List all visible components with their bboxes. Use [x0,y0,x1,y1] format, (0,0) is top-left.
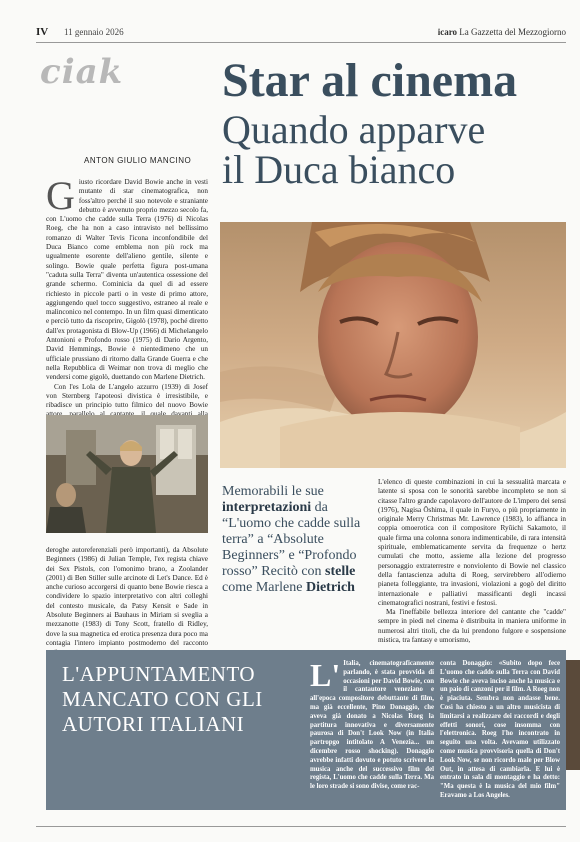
article-dropcap: G [46,173,75,218]
page-number: IV [36,26,49,38]
sidebar-box-dropcap: L' [310,657,341,693]
article-paragraph-3: L'elenco di queste combinazioni in cui la sessualità marcata e latente si sposa con le sonorità sarebbe incompleto se non si citasse l'altro grande capolavoro dell'autore de L'impero dei sensi (1976), Nagisa Ōshima, il quale in Furyo, o più propriamente in originale Merry Christmas Mr. Lawrence (1983), lo affianca in coppia omoerotica con il compositore Ryūichi Sakamoto, il quale firma una colonna sonora indimenticabile, di rara intensità spirituale, emblematicamente servita da frequenze o hertz cumulati che motto, assieme alla lezione del progresso personaggio extraterrestre e nonviolento di Bowie nel classico della fantascienza adulta di Roeg, servirebbero all'odierno pianeta folleggiante, tra invasioni, violazioni a gogò del diritto internazionale e palliativi massificanti degli incassi cinematografici nostrani, festivi e festosi. [378,478,566,607]
photo-bowie-uniform [46,415,208,533]
article-paragraph-1: iusto ricordare David Bowie anche in vesti mutante di star cinematografica, non foss'altro perché il suo notevole e straniante debutto è avvenuto proprio mezzo secolo fa, con L'uomo che cadde sulla Terra (1976) di Nicolas Roeg, che ha non a caso intravisto nel bellissimo romanzo di Walter Tevis l'icona inconfondibile del Duca Bianco come emblema non più rock ma ugualmente esorente dell'alieno gentile, silente e solingo. Bowie quale perfetta figura post-umana "caduta sulla Terra" diventa un'autentica ossessione del grande schermo. Cominicia da quel di ad essere richiesto in piccole parti o in veste di primo attore, aggiungendo quel tocco suggestivo, estraneo al reale e malinconico nel contempo. In un film quasi dimenticato e perciò tutto da riscoprire, Gigolò (1978), poché diretto dall'ex protagonista di Blow-Up (1966) di Michelangelo Antonioni e Profondo rosso (1975) di Dario Argento, David Hemmings, Bowie è nientedimeno che un ufficiale prussiano di ritorno dalla Grande Guerra e che nella Repubblica di Weimar non trova di meglio che vendersi come gigolò, duettando con Marlene Dietrich. [46,178,208,382]
headline-subtitle [222,107,486,192]
footer-divider [36,826,566,827]
sidebar-box-title: L'APPUNTAMENTO MANCATO CON GLI AUTORI ITALIANI [62,662,263,736]
sidebar-edge-photo [566,660,580,770]
headline-title: Star al cinema [222,54,518,107]
headline-subtitle-line1: Quando apparve [222,107,486,152]
issue-date: 11 gennaio 2026 [64,27,124,37]
pull-quote-line1: Memorabili le sue [222,484,324,499]
ciak-logo: ciak [40,52,124,92]
article-paragraph-4: Ma l'ineffabile bellezza interiore del cantante che "cadde" sempre in piedi nel cinema è distribuita in maniera uniforme in numerosi altri titoli, che da lui prendono fulgore e sospensione mistica, tra fantasy e umorismo, [378,608,566,645]
photo-bowie-sand-art [220,222,566,468]
headline-subtitle-line2: il Duca bianco [222,147,456,192]
pull-quote-bold1: interpretazioni [222,500,312,515]
pull-quote-bold2: stelle [325,564,356,579]
sidebar-box-text-1: Italia, cinematograficamente parlando, è stata provvida di occasioni per David Bowie, con il cantautore veneziano e all'epoca compositore debuttante di film, ma già eccellente, Pino Donaggio, che aveva già donato a Nicolas Roeg la partitura innovativa e diversamente paurosa di Don't Look Now (in Italia partropgo intitolato A Venezia... un dicembre rosso shocking). Donaggio avrebbe infatti dovuto e potuto scrivere la musica anche del successivo film del regista, L'uomo che cadde sulla Terra. Ma le loro strade si sono divise, come rac- [310,660,434,791]
header-divider [36,42,566,43]
sidebar-box-column-2: conta Donaggio: «Subito dopo fece L'uomo che cadde sulla Terra con David Bowie che aveva inciso anche la musica e un paio di canzoni per il film. A Roeg non è piaciuta. Sembra non andasse bene. Così ha chiesto a un altro musicista di limitarsi a realizzare dei raccordi e degli effetti sonori, cose insomma con l'elettronica. Roeg l'ho incontrato in seguito una volta. Avevamo utilizzato come musica provvisoria quella di Don't Look Now, se non ricordo male per Blow Out, in attesa di cambiarla. E lui è entrato in sala di montaggio e ha detto: "Ma questa è la musica del mio film" Eravamo a Los Angeles. [440,660,560,799]
article-column-1-continued: deroghe autoreferenziali però importanti), da Absolute Beginners (1986) di Julian Temple, l'ex regista chiave dei Sex Pistols, con l'omonimo brano, a Zoolander (2001) di Ben Stiller sulle arcinote di Let's Dance. Ed è anche curioso accorgersi di quanto bene Bowie riesca a condividere lo spazio interpretativo con altri colleghi del contesto musicale, da Patsy Kensit e Sade in Absolute Beginners ai Bauhaus in Miriam si sveglia a mezzanotte (1983) di Tony Scott, fratello di Ridley, dove la sua magnetica ed erotica presenza dura poco ma contagia l'intero impianto postmoderno del racconto [46,546,208,647]
article-paragraph-2: Con l'es Lola de L'angelo azzurro (1939) di Josef von Sternberg l'apoteosi divistica è irresistibile, e ribadisce un principio tutto filmico del nuovo Bowie [46,382,208,410]
photo-bowie-sand [220,222,566,468]
photo-bowie-uniform-art [46,415,208,533]
section-name: icaro [437,27,458,37]
publication-title: La Gazzetta del Mezzogiorno [459,27,566,37]
author-byline: ANTON GIULIO MANCINO [84,156,192,165]
article-column-3 [378,478,566,645]
pull-quote [222,484,372,596]
publication-name [438,27,566,37]
pull-quote-line3: come Marlene [222,580,303,595]
pull-quote-line2: da “L'uomo che cadde sulla terra” a “Absolute Beginners” e “Profondo rosso” Recitò con [222,500,361,579]
sidebar-box-column-1 [310,657,434,806]
article-column-1 [46,173,208,410]
pull-quote-bold3: Dietrich [305,580,355,595]
